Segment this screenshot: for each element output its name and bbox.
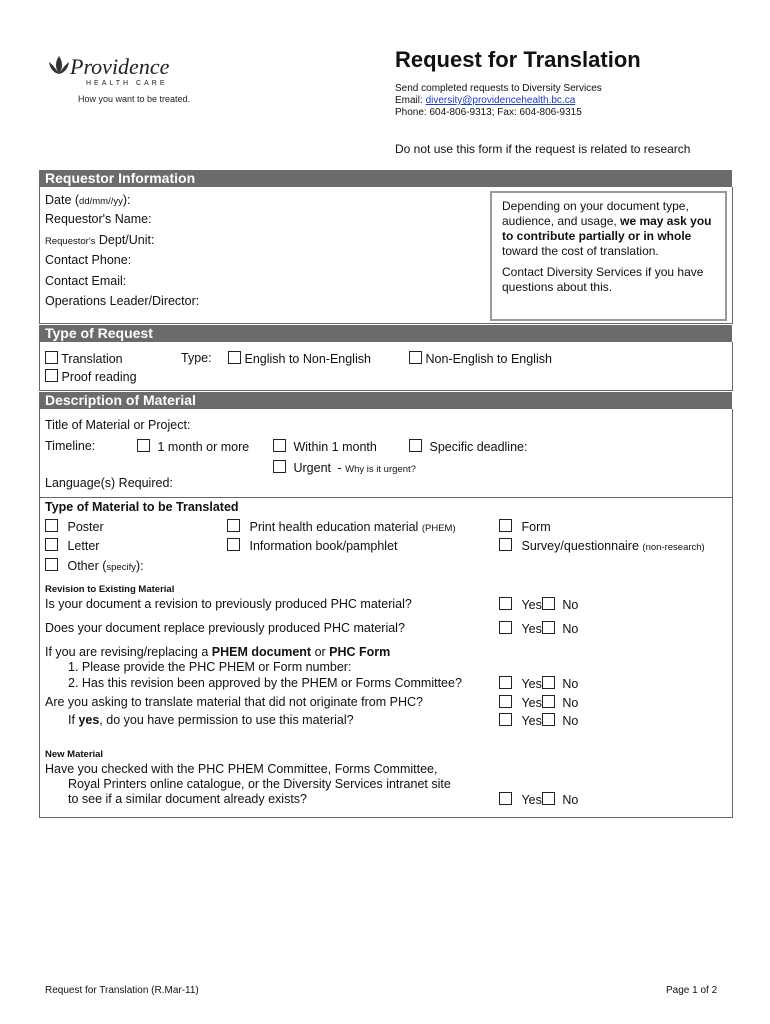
email-link[interactable]: diversity@providencehealth.bc.ca [425,95,576,106]
survey-checkbox[interactable] [499,538,512,551]
form-option[interactable]: Form [499,519,551,534]
q5-yes-checkbox[interactable] [499,713,512,726]
origin-question: Are you asking to translate material that did not originate from PHC? [45,695,423,709]
proof-reading-checkbox[interactable] [45,369,58,382]
new-material-line-2: Royal Printers online catalogue, or the Diversity Services intranet site [68,777,451,791]
q2-yes-checkbox[interactable] [499,621,512,634]
new-material-line-3: to see if a similar document already exists? [68,792,307,806]
print-ed-checkbox[interactable] [227,519,240,532]
operations-leader-field[interactable]: Operations Leader/Director: [45,294,200,308]
request-type-section [39,342,733,391]
timeline-label: Timeline: [45,439,96,453]
revision-question-1: Is your document a revision to previously produced PHC material? [45,597,412,611]
cost-note: Depending on your document type, audience, and usage, we may ask you to contribute partially or in whole toward the cost of translation. [502,199,712,258]
page-title: Request for Translation [395,47,641,72]
month-or-more-checkbox[interactable] [137,439,150,452]
survey-option[interactable]: Survey/questionnaire (non-research) [499,538,705,553]
info-book-checkbox[interactable] [227,538,240,551]
phone-line: Phone: 604-806-9313; Fax: 604-806-9315 [395,107,582,118]
date-field[interactable]: Date (dd/mm//yy): [45,193,131,207]
new-material-yes-checkbox[interactable] [499,792,512,805]
month-or-more-option[interactable]: 1 month or more [137,439,249,454]
form-checkbox[interactable] [499,519,512,532]
proof-reading-option[interactable]: Proof reading [45,369,137,384]
q1-yes-no: Yes No [499,597,578,612]
lotus-icon [46,54,72,76]
q1-no-checkbox[interactable] [542,597,555,610]
email-label: Email: [395,95,423,106]
logo [46,44,196,108]
new-material-line-1: Have you checked with the PHC PHEM Committee, Forms Committee, [45,762,438,776]
send-line: Send completed requests to Diversity Services [395,83,602,94]
print-ed-option[interactable]: Print health education material (PHEM) [227,519,456,534]
material-heading: Description of Material [39,392,732,409]
requestor-heading: Requestor Information [39,170,732,187]
q4-yes-no: Yes No [499,695,578,710]
q5-no-checkbox[interactable] [542,713,555,726]
eng-to-non-option[interactable]: English to Non-English [228,351,371,366]
revision-question-2: Does your document replace previously produced PHC material? [45,621,405,635]
contact-email-field[interactable]: Contact Email: [45,274,127,288]
specific-deadline-option[interactable]: Specific deadline: [409,439,527,454]
other-option[interactable]: Other (specify): [45,558,144,573]
other-checkbox[interactable] [45,558,58,571]
q1-yes-checkbox[interactable] [499,597,512,610]
letter-option[interactable]: Letter [45,538,99,553]
non-to-eng-checkbox[interactable] [409,351,422,364]
revision-approved-question: 2. Has this revision been approved by the PHEM or Forms Committee? [68,676,462,690]
footer-left: Request for Translation (R.Mar-11) [45,985,199,996]
request-type-heading: Type of Request [39,325,732,342]
requestor-name-field[interactable]: Requestor's Name: [45,212,152,226]
translation-option[interactable]: Translation [45,351,123,366]
research-note: Do not use this form if the request is related to research [395,142,691,156]
q3-yes-no: Yes No [499,676,578,691]
within-month-checkbox[interactable] [273,439,286,452]
q4-yes-checkbox[interactable] [499,695,512,708]
poster-checkbox[interactable] [45,519,58,532]
email-line [395,95,575,107]
info-book-option[interactable]: Information book/pamphlet [227,538,398,553]
urgent-option[interactable]: Urgent - Why is it urgent? [273,460,416,475]
new-material-heading: New Material [45,749,104,760]
cost-note-box [490,191,727,321]
title-of-material-field[interactable]: Title of Material or Project: [45,418,191,432]
eng-to-non-checkbox[interactable] [228,351,241,364]
revision-heading: Revision to Existing Material [45,584,175,595]
q2-no-checkbox[interactable] [542,621,555,634]
dept-unit-field[interactable]: Requestor's Dept/Unit: [45,233,155,247]
specific-deadline-checkbox[interactable] [409,439,422,452]
non-to-eng-option[interactable]: Non-English to English [409,351,552,366]
new-material-no-checkbox[interactable] [542,792,555,805]
within-month-option[interactable]: Within 1 month [273,439,377,454]
contact-phone-field[interactable]: Contact Phone: [45,253,132,267]
footer-page-number: Page 1 of 2 [666,985,718,996]
q5-yes-no: Yes No [499,713,578,728]
logo-subtitle: HEALTH CARE [86,80,168,87]
contact-note: Contact Diversity Services if you have questions about this. [502,265,704,294]
languages-field[interactable]: Language(s) Required: [45,476,173,490]
q3-no-checkbox[interactable] [542,676,555,689]
urgent-checkbox[interactable] [273,460,286,473]
logo-wordmark: Providence [70,54,170,79]
type-label: Type: [181,351,212,365]
new-material-yes-no: Yes No [499,792,578,807]
permission-question: If yes, do you have permission to use this material? [68,713,354,727]
q2-yes-no: Yes No [499,621,578,636]
translation-checkbox[interactable] [45,351,58,364]
poster-option[interactable]: Poster [45,519,104,534]
q4-no-checkbox[interactable] [542,695,555,708]
letter-checkbox[interactable] [45,538,58,551]
logo-tagline: How you want to be treated. [78,94,191,104]
material-types-heading: Type of Material to be Translated [45,500,239,514]
q3-yes-checkbox[interactable] [499,676,512,689]
revision-question-3: If you are revising/replacing a PHEM document or PHC Form [45,645,391,659]
form-number-field[interactable]: 1. Please provide the PHC PHEM or Form number: [68,660,352,674]
